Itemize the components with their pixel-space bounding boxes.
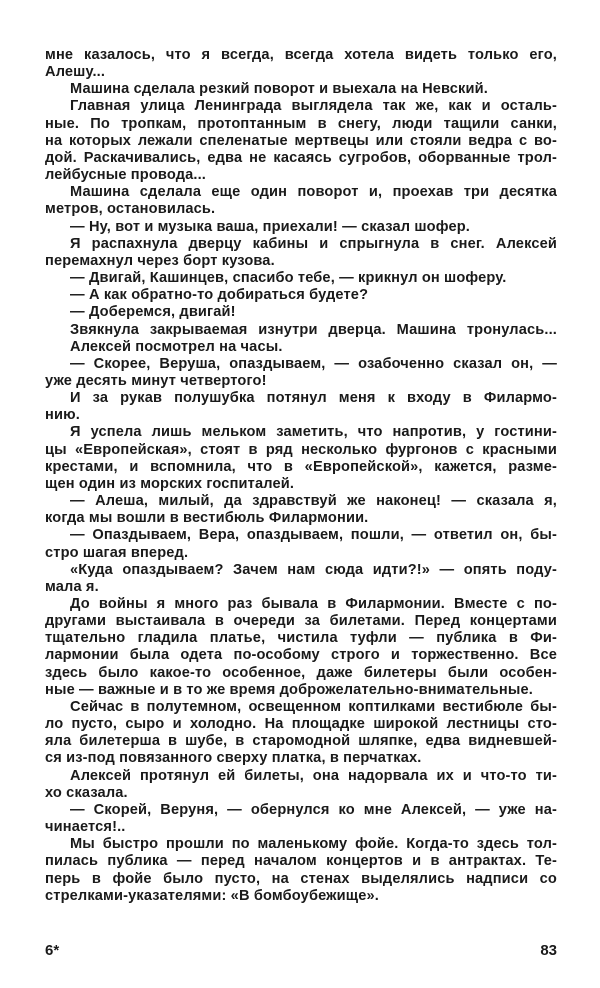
text-line: До войны я много раз бывала в Филармонии. Вместе с по- [70, 596, 557, 612]
text-line: ные — важные и в то же время доброжелательно-внимательные. [45, 681, 533, 698]
text-line: пилась публика — перед началом концертов и в антрактах. Те- [45, 853, 557, 870]
text-line: крестами, и вспомнила, что в «Европейской», кажется, разме- [45, 458, 557, 475]
text-line: И за рукав полушубка потянул меня к входу в Филармо- [70, 390, 557, 407]
text-line: хо сказала. [45, 784, 128, 801]
text-line: на которых лежали спеленатые мертвецы или стояли ведра с во- [45, 132, 557, 149]
text-line: Машина сделала резкий поворот и выехала на Невский. [70, 81, 488, 98]
page-footer [45, 942, 557, 962]
text-line: стрелками-указателями: «В бомбоубежище». [45, 887, 379, 904]
page-body-text [45, 47, 557, 905]
text-line: ные. По тропкам, протоптанным в снегу, люди тащили санки, [45, 115, 557, 132]
text-line: Алексей посмотрел на часы. [70, 338, 283, 355]
page-number: 83 [540, 942, 557, 959]
text-line: уже десять минут четвертого! [45, 372, 267, 389]
text-line: Машина сделала еще один поворот и, проехав три десятка [70, 184, 557, 201]
text-line: — Доберемся, двигай! [70, 304, 236, 321]
text-line: щен один из морских госпиталей. [45, 475, 295, 492]
text-line: — Алеша, милый, да здравствуй же наконец! — сказала я, [70, 493, 557, 510]
text-line: — Опаздываем, Вера, опаздываем, пошли, — ответил он, бы- [70, 527, 557, 544]
text-line: тщательно гладила платье, чистила туфли — публика в Фи- [45, 630, 557, 647]
text-line: перь в фойе было пусто, на стенах выделялись надписи со [45, 870, 557, 887]
text-line: перемахнул через борт кузова. [45, 252, 275, 269]
text-line: «Куда опаздываем? Зачем нам сюда идти?!» — опять поду- [70, 561, 557, 578]
text-line: мала я. [45, 578, 99, 595]
text-line: дой. Раскачивались, едва не касаясь сугробов, оборванные трол- [45, 149, 557, 166]
text-line: Главная улица Ленинграда выглядела так же, как и осталь- [70, 98, 557, 115]
text-line: нию. [45, 407, 80, 424]
signature-mark: 6* [45, 942, 60, 959]
text-line: — Скорее, Веруша, опаздываем, — озабоченно сказал он, — [70, 355, 557, 372]
text-line: Я распахнула дверцу кабины и спрыгнула в снег. Алексей [70, 235, 557, 252]
text-line: ся из-под повязанного сверху платка, в перчатках. [45, 750, 422, 767]
text-line: — Двигай, Кашинцев, спасибо тебе, — крикнул он шоферу. [70, 270, 507, 287]
text-line: когда мы вошли в вестибюль Филармонии. [45, 510, 369, 527]
text-line: — Ну, вот и музыка ваша, приехали! — сказал шофер. [70, 218, 470, 235]
text-line: здесь было какое-то особенное, даже билетеры были особен- [45, 664, 557, 681]
text-line: другами выстаивала в очереди за билетами. Перед концертами [45, 613, 557, 630]
text-line: цы «Европейская», стоят в ряд несколько фургонов с красными [45, 441, 557, 458]
text-line: мне казалось, что я всегда, всегда хотела видеть только его, [45, 47, 557, 63]
text-line: ло пусто, сыро и холодно. На площадке широкой лестницы сто- [45, 716, 557, 733]
text-line: яла билетерша в шубе, в старомодной шляпке, едва видневшей- [45, 733, 557, 750]
text-line: — Скорей, Веруня, — обернулся ко мне Алексей, — уже на- [70, 801, 557, 818]
text-line: лейбусные провода... [45, 167, 206, 184]
text-line: Сейчас в полутемном, освещенном коптилками вестибюле бы- [70, 698, 557, 715]
text-line: Мы быстро прошли по маленькому фойе. Когда-то здесь тол- [70, 836, 557, 853]
text-line: Звякнула закрываемая изнутри дверца. Машина тронулась... [70, 321, 557, 338]
text-line: Алешу... [45, 64, 106, 81]
text-line: Алексей протянул ей билеты, она надорвала их и что-то ти- [70, 767, 557, 784]
text-line: метров, остановилась. [45, 201, 216, 218]
text-line: лармонии была одета по-особому строго и торжественно. Все [45, 647, 557, 664]
text-line: чинается!.. [45, 819, 126, 836]
text-line: Я успела лишь мельком заметить, что напротив, у гостини- [70, 424, 557, 441]
text-line: — А как обратно-то добираться будете? [70, 287, 369, 304]
text-line: стро шагая вперед. [45, 544, 189, 561]
